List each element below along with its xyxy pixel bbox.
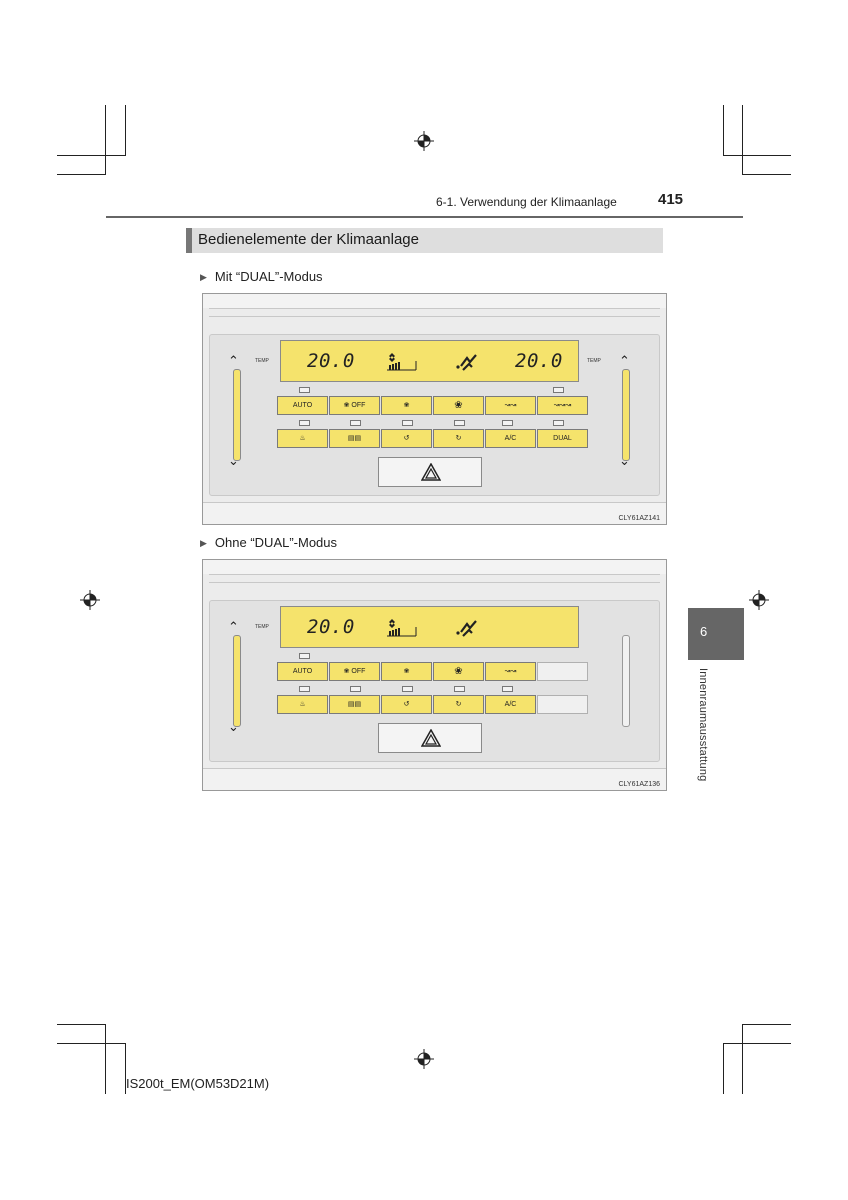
crop-mark (723, 1043, 724, 1094)
blank-button (537, 662, 588, 681)
fan-small-icon: ❀ (403, 668, 410, 675)
vent-icon: ↝↝ (504, 668, 517, 675)
airflow-mode-icon (454, 352, 480, 372)
temp-up-right-icon[interactable]: ⌃ (619, 353, 630, 368)
panel-bottom-strip (203, 502, 666, 525)
indicator-led (299, 686, 310, 692)
running-header: 6-1. Verwendung der Klimaanlage (436, 195, 617, 209)
recirculation-button[interactable] (433, 695, 484, 714)
indicator-led (553, 420, 564, 426)
chapter-tab (688, 608, 744, 660)
figure-code: CLY61AZ141 (618, 515, 660, 522)
climate-panel-dual (202, 293, 667, 525)
caption-text: Ohne “DUAL”-Modus (214, 535, 338, 550)
blank-button (537, 695, 588, 714)
panel-line (209, 574, 660, 575)
fan-icon: ❀ (343, 668, 350, 675)
panel-line (209, 316, 660, 317)
fan-large-icon: ❀ (454, 666, 463, 677)
climate-panel-single (202, 559, 667, 791)
hazard-icon (421, 729, 441, 747)
button-row-lower (277, 695, 589, 714)
front-defrost-button[interactable] (277, 695, 328, 714)
fan-speed-up-button[interactable] (433, 396, 484, 415)
indicator-led (299, 653, 310, 659)
figure-caption-2 (200, 535, 337, 550)
indicator-led (402, 686, 413, 692)
indicator-led (350, 420, 361, 426)
section-title: Bedienelemente der Klimaanlage (198, 231, 419, 248)
chapter-number: 6 (700, 624, 708, 639)
temp-label: TEMP (255, 624, 269, 630)
temp-slider[interactable] (233, 635, 241, 727)
recirculation-button[interactable] (433, 429, 484, 448)
crop-mark (742, 1024, 743, 1094)
section-heading-bar (186, 228, 192, 253)
fan-speed-icon (386, 618, 418, 638)
panel-bezel (203, 560, 666, 574)
ac-button[interactable]: A/C (485, 695, 536, 714)
page-number: 415 (658, 191, 684, 208)
indicator-led (502, 420, 513, 426)
auto-button[interactable]: AUTO (277, 662, 328, 681)
header-rule (106, 216, 743, 218)
crop-mark (723, 105, 724, 156)
bullet-triangle-icon: ▶ (200, 538, 207, 548)
airflow-mode-button[interactable] (485, 662, 536, 681)
fresh-air-icon: ↺ (403, 435, 410, 442)
rear-defrost-icon: ▤▤ (347, 701, 362, 708)
crop-mark (125, 105, 126, 156)
panel-bezel (203, 294, 666, 308)
fan-small-icon: ❀ (403, 402, 410, 409)
airflow-mode-button[interactable] (485, 396, 536, 415)
section-heading (186, 228, 663, 253)
footer-code: IS200t_EM(OM53D21M) (126, 1076, 270, 1091)
fan-speed-icon (386, 352, 418, 372)
rear-defrost-icon: ▤▤ (347, 435, 362, 442)
temp-label-right: TEMP (587, 358, 601, 364)
climate-display (280, 606, 579, 648)
crop-mark (742, 174, 791, 175)
bullet-triangle-icon: ▶ (200, 272, 207, 282)
auto-button[interactable]: AUTO (277, 396, 328, 415)
fresh-air-icon: ↺ (403, 701, 410, 708)
button-row-lower (277, 429, 589, 448)
indicator-led (350, 686, 361, 692)
airflow-mode-icon (454, 618, 480, 638)
temp-slider-right[interactable] (622, 369, 630, 461)
button-row-upper (277, 662, 589, 681)
indicator-led (502, 686, 513, 692)
recirculation-icon: ↻ (455, 701, 462, 708)
temp-display: 20.0 (307, 616, 355, 638)
indicator-led (454, 686, 465, 692)
crop-mark (57, 1043, 125, 1044)
dual-button[interactable]: DUAL (537, 429, 588, 448)
crop-mark (723, 155, 791, 156)
front-defrost-button[interactable] (277, 429, 328, 448)
rear-defrost-button[interactable] (329, 429, 380, 448)
indicator-led (402, 420, 413, 426)
caption-text: Mit “DUAL”-Modus (214, 269, 323, 284)
vent-dual-icon: ↝↝↝ (553, 402, 572, 409)
registration-mark-icon (749, 590, 769, 610)
off-label: OFF (351, 402, 366, 409)
indicator-led (553, 387, 564, 393)
indicator-led (299, 420, 310, 426)
panel-line (209, 582, 660, 583)
crop-mark (742, 1024, 791, 1025)
button-row-upper (277, 396, 589, 415)
crop-mark (105, 105, 106, 175)
crop-mark (57, 1024, 106, 1025)
recirculation-icon: ↻ (455, 435, 462, 442)
fan-speed-up-button[interactable] (433, 662, 484, 681)
crop-mark (105, 1024, 106, 1094)
defrost-icon: ♨ (299, 701, 306, 708)
fan-speed-down-button[interactable] (381, 396, 432, 415)
fresh-air-button[interactable] (381, 695, 432, 714)
temp-slider-left[interactable] (233, 369, 241, 461)
indicator-led (299, 387, 310, 393)
defrost-icon: ♨ (299, 435, 306, 442)
inactive-slider (622, 635, 630, 727)
figure-caption-1 (200, 269, 323, 284)
fan-speed-down-button[interactable] (381, 662, 432, 681)
panel-bottom-strip (203, 768, 666, 791)
chapter-title: Innenraumausstattung (697, 668, 709, 782)
temp-display-right: 20.0 (515, 350, 563, 372)
registration-mark-icon (414, 131, 434, 151)
fan-off-button[interactable] (329, 396, 380, 415)
ac-button[interactable]: A/C (485, 429, 536, 448)
fan-off-button[interactable] (329, 662, 380, 681)
crop-mark (57, 155, 125, 156)
temp-up-icon[interactable]: ⌃ (228, 619, 239, 634)
dual-airflow-button[interactable] (537, 396, 588, 415)
climate-display (280, 340, 579, 382)
hazard-icon (421, 463, 441, 481)
temp-down-left-icon[interactable]: ⌄ (228, 453, 239, 468)
crop-mark (742, 105, 743, 175)
crop-mark (57, 174, 106, 175)
panel-line (209, 308, 660, 309)
temp-down-right-icon[interactable]: ⌄ (619, 453, 630, 468)
temp-label-left: TEMP (255, 358, 269, 364)
registration-mark-icon (414, 1049, 434, 1069)
registration-mark-icon (80, 590, 100, 610)
temp-display-left: 20.0 (307, 350, 355, 372)
figure-code: CLY61AZ136 (618, 781, 660, 788)
fan-large-icon: ❀ (454, 400, 463, 411)
temp-up-left-icon[interactable]: ⌃ (228, 353, 239, 368)
fresh-air-button[interactable] (381, 429, 432, 448)
rear-defrost-button[interactable] (329, 695, 380, 714)
hazard-button[interactable] (378, 723, 482, 753)
fan-icon: ❀ (343, 402, 350, 409)
vent-icon: ↝↝ (504, 402, 517, 409)
indicator-led (454, 420, 465, 426)
crop-mark (723, 1043, 791, 1044)
temp-down-icon[interactable]: ⌄ (228, 719, 239, 734)
hazard-button[interactable] (378, 457, 482, 487)
off-label: OFF (351, 668, 366, 675)
